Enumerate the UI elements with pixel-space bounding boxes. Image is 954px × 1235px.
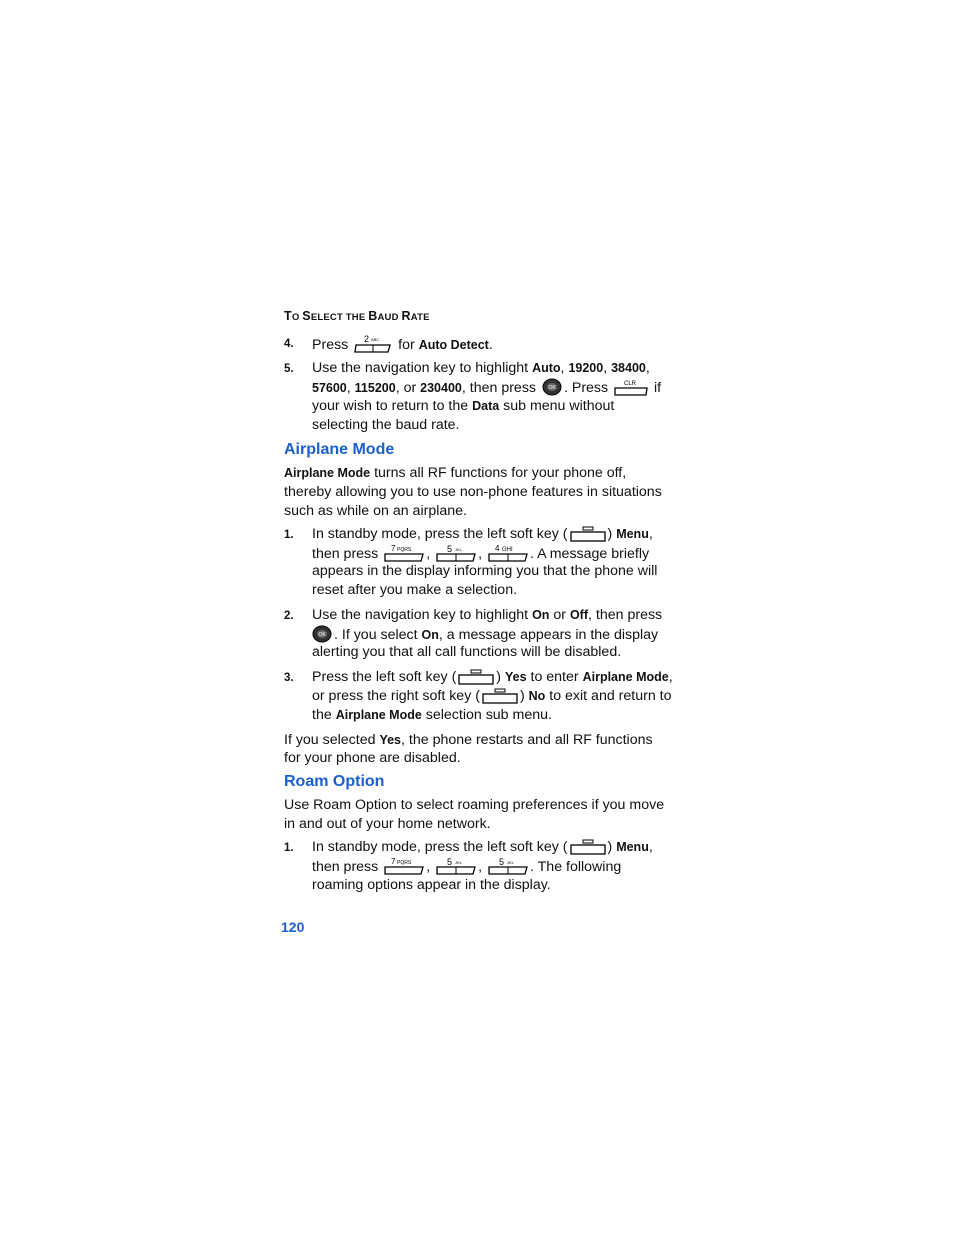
svg-text:5: 5: [447, 857, 453, 867]
svg-text:ABC: ABC: [371, 337, 380, 342]
svg-text:OK: OK: [318, 632, 326, 638]
key-7-icon: [384, 857, 424, 875]
step-5-line-2: 57600, 115200, or 230400, then press OK . Press CLR if: [312, 380, 662, 396]
step-4-line: Press 2 ABC for Auto Detect.: [312, 334, 493, 353]
airplane-intro-line-3: such as while on an airplane.: [284, 503, 467, 519]
svg-text:JKL: JKL: [507, 860, 514, 865]
svg-text:PQRS: PQRS: [397, 547, 412, 553]
key-4-icon: [488, 544, 528, 562]
airplane-outro-line-1: If you selected Yes, the phone restarts and all RF functions: [284, 732, 653, 748]
key-7-icon: [384, 544, 424, 562]
clr-key-icon: [614, 378, 648, 396]
left-soft-key-icon: [458, 669, 494, 685]
key-5-icon: [436, 544, 476, 562]
airplane-step-2-line-2: OK . If you select On, a message appears in the display: [312, 625, 658, 644]
step-number: 1.: [284, 842, 294, 854]
svg-text:JKL: JKL: [455, 547, 463, 552]
step-number: 3.: [284, 672, 294, 684]
roam-step-1-line-1: In standby mode, press the left soft key ( ) Menu,: [312, 839, 653, 855]
airplane-step-2-line-1: Use the navigation key to highlight On or Off, then press: [312, 607, 663, 623]
svg-text:7: 7: [391, 857, 396, 866]
airplane-step-2-line-3: alerting you that all call functions will be disabled.: [312, 644, 622, 660]
roam-intro-line-1: Use Roam Option to select roaming preferences if you move: [284, 797, 665, 813]
airplane-step-3-line-2: or press the right soft key ( ) No to exit and return to: [312, 688, 672, 704]
key-5-icon: [488, 857, 528, 875]
page-number: 120: [281, 919, 305, 935]
airplane-step-3-line-1: Press the left soft key ( ) Yes to enter Airplane Mode,: [312, 669, 673, 685]
step-number: 5.: [284, 363, 294, 375]
roam-option-heading: Roam Option: [284, 773, 385, 790]
svg-text:PQRS: PQRS: [397, 860, 412, 866]
ok-key-icon: [542, 378, 562, 396]
right-soft-key-icon: [482, 688, 518, 704]
step-5-line-1: Use the navigation key to highlight Auto, 19200, 38400,: [312, 360, 650, 376]
section-title: TO SELECT THE BAUD RATE: [284, 309, 430, 323]
svg-text:JKL: JKL: [455, 860, 463, 865]
ok-key-icon: [312, 625, 332, 643]
key-2-icon: [354, 334, 392, 353]
step-number: 2.: [284, 610, 294, 622]
roam-step-1-line-3: roaming options appear in the display.: [312, 877, 551, 893]
svg-text:5: 5: [499, 857, 505, 867]
roam-step-1-line-2: then press 7 PQRS , 5 JKL , 5 JKL . The following: [312, 857, 622, 875]
svg-text:OK: OK: [548, 385, 556, 391]
svg-text:5: 5: [447, 544, 453, 554]
airplane-step-1-line-4: reset after you make a selection.: [312, 582, 518, 598]
step-5-line-4: selecting the baud rate.: [312, 417, 460, 433]
airplane-intro-line-2: thereby allowing you to use non-phone features in situations: [284, 484, 662, 500]
airplane-intro-line-1: Airplane Mode turns all RF functions for your phone off,: [284, 465, 627, 481]
airplane-step-1-line-3: appears in the display informing you that the phone will: [312, 563, 658, 579]
left-soft-key-icon: [570, 526, 606, 542]
roam-intro-line-2: in and out of your home network.: [284, 816, 491, 832]
step-number: 1.: [284, 529, 294, 541]
svg-text:2: 2: [364, 334, 370, 344]
step-5-line-3: your wish to return to the Data sub menu without: [312, 398, 615, 414]
left-soft-key-icon: [570, 839, 606, 855]
key-5-icon: [436, 857, 476, 875]
svg-text:7: 7: [391, 544, 396, 553]
airplane-step-3-line-3: the Airplane Mode selection sub menu.: [312, 707, 552, 723]
svg-text:4: 4: [495, 544, 500, 553]
airplane-mode-heading: Airplane Mode: [284, 441, 395, 458]
airplane-step-1-line-2: then press 7 PQRS , 5 JKL , 4 GHI . A message briefly: [312, 544, 650, 562]
svg-text:CLR: CLR: [624, 381, 637, 387]
airplane-step-1-line-1: In standby mode, press the left soft key ( ) Menu,: [312, 526, 653, 542]
airplane-outro-line-2: for your phone are disabled.: [284, 750, 461, 766]
step-number: 4.: [284, 338, 294, 350]
svg-text:GHI: GHI: [502, 547, 513, 553]
